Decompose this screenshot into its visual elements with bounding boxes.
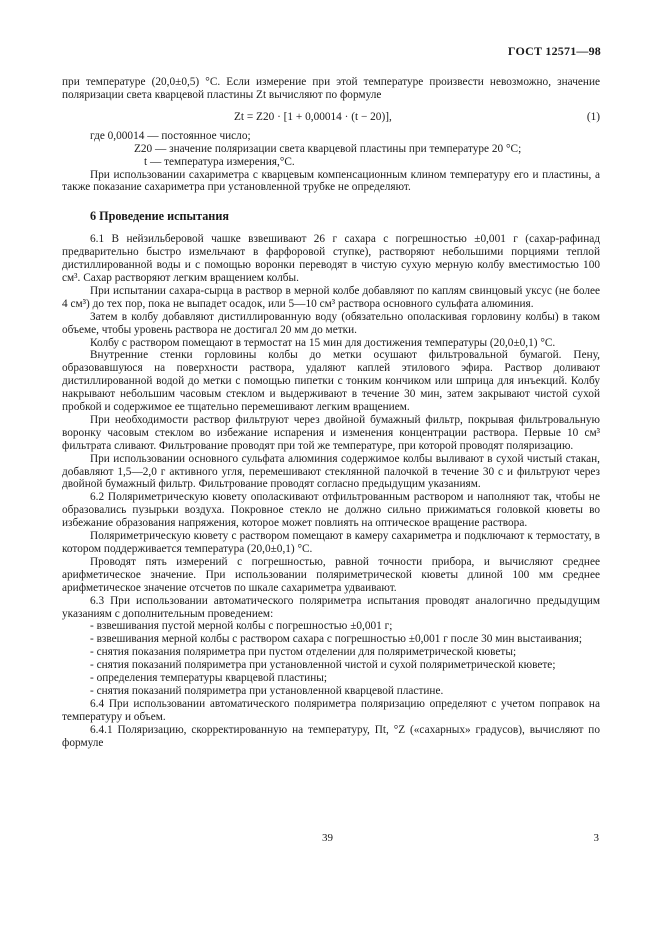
paragraph-five-measurements: Проводят пять измерений с погрешностью, равной точности прибора, и вычисляют среднее арифметическое значение. При использовании поляриметрической кюветы длиной 100 мм среднее арифметическое значение отсчетов по шкале сахариметра удваивают. xyxy=(62,555,600,594)
formula-1 xyxy=(62,109,600,126)
paragraph-6-3: 6.3 При использовании автоматического поляриметра испытания проводят аналогично предыдущим указаниям с дополнительным проведением: xyxy=(62,594,600,620)
list-item: - определения температуры кварцевой пластины; xyxy=(90,672,327,685)
paragraph-aluminium-sulfate: При использовании основного сульфата алюминия содержимое колбы выливают в сухой чистый стакан, добавляют 1,5—2,0 г активного угля, перемешивают стеклянной палочкой в течение 30 с и фильтруют через двойной бумажный фильтр. Фильтрование проводят согласно предыдущим указаниям. xyxy=(62,452,600,491)
paragraph-filtration: При необходимости раствор фильтруют через двойной бумажный фильтр, покрывая фильтровальную воронку часовым стеклом во избежание испарения и изменения концентрации раствора. Первые 10 см³ фильтрата сливают. Фильтрование проводят при той же температуре, при которой проводят поляризацию. xyxy=(62,413,600,452)
formula-definitions xyxy=(90,130,600,169)
paragraph-cuvette-chamber: Поляриметрическую кювету с раствором помещают в камеру сахариметра и подключают к термостату, в котором поддерживается температура (20,0±0,1) °С. xyxy=(62,530,600,555)
paragraph-raw-sugar: При испытании сахара-сырца в раствор в мерной колбе добавляют по каплям свинцовый уксус (не более 4 см³) до тех пор, пока не выпадет осадок, или 5—10 см³ раствора основного сульфата алюминия. xyxy=(62,284,600,310)
page-number-center: 39 xyxy=(322,832,333,844)
list-item: - снятия показаний поляриметра при установленной чистой и сухой поляриметрической кювете; xyxy=(90,659,556,672)
standard-header: ГОСТ 12571—98 xyxy=(507,44,601,58)
paragraph-6-2: 6.2 Поляриметрическую кювету ополаскивают отфильтрованным раствором и наполняют так, чтобы не образовались пузырьки воздуха. Покровное стекло не должно сильно прижиматься головкой кюветы во избежание образования напряжения, которое может повлиять на оптическое вращение раствора. xyxy=(62,491,600,530)
section-title: 6 Проведение испытания xyxy=(90,209,229,224)
paragraph-temperature-note: при температуре (20,0±0,5) °С. Если измерение при этой температуре произвести невозможно, значение поляризации света кварцевой пластины Zt вычисляют по формуле xyxy=(62,76,600,101)
definition-z20: Z20 — значение поляризации света кварцевой пластины при температуре 20 °С; xyxy=(134,142,522,155)
page-content xyxy=(62,76,600,750)
paragraph-6-4-1: 6.4.1 Поляризацию, скорректированную на температуру, Пt, °Z («сахарных» градусов), вычисляют по формуле xyxy=(62,723,600,749)
definition-t: t — температура измерения,°С. xyxy=(144,155,295,168)
list-item: - снятия показания поляриметра при пустом отделении для поляриметрической кюветы; xyxy=(90,646,517,659)
paragraph-6-4: 6.4 При использовании автоматического поляриметра поляризацию определяют с учетом поправок на температуру и объем. xyxy=(62,697,600,723)
list-item: - взвешивания пустой мерной колбы с погрешностью ±0,001 г; xyxy=(90,620,393,633)
list-item: - снятия показаний поляриметра при установленной кварцевой пластине. xyxy=(90,684,444,697)
formula-1-expression: Zt = Z20 · [1 + 0,00014 · (t − 20)], xyxy=(234,110,392,123)
paragraph-quartz-wedge: При использовании сахариметра с кварцевым компенсационным клином температуру его и пластины, а также показание сахариметра при установленной трубке не определяют. xyxy=(62,168,600,194)
list-item: - взвешивания мерной колбы с раствором сахара с погрешностью ±0,001 г после 30 мин выстаивания; xyxy=(90,633,583,646)
paragraph-6-1: 6.1 В нейзильберовой чашке взвешивают 26 г сахара с погрешностью ±0,001 г (сахар-рафинад предварительно быстро измельчают в фарфоровой ступке), растворяют небольшими порциями теплой дистиллированной воды и с помощью воронки переводят в чистую сухую мерную колбу вместимостью 100 см³. Сахар растворяют легким вращением колбы. xyxy=(62,233,600,284)
paragraph-neck-walls: Внутренние стенки горловины колбы до метки осушают фильтровальной бумагой. Пену, образовавшуюся на поверхности раствора, удаляют каплей этилового эфира. Раствор доливают дистиллированной водой до метки с помощью пипетки с тонким кончиком или шприца для инъекций. Колбу накрывают небольшим часовым стеклом и выдерживают в течение 30 мин, затем закрывают чистой сухой пробкой и содержимое ее тщательно перемешивают легким вращением. xyxy=(62,349,600,414)
paragraph-thermostat: Колбу с раствором помещают в термостат на 15 мин для достижения температуры (20,0±0,1) °С. xyxy=(90,336,556,349)
paragraph-add-water: Затем в колбу добавляют дистиллированную воду (обязательно ополаскивая горловину колбы) в таком объеме, чтобы уровень раствора не достигал 20 мм до метки. xyxy=(62,310,600,336)
formula-1-number: (1) xyxy=(586,110,600,123)
page-number-right: 3 xyxy=(593,832,599,844)
definition-constant: где 0,00014 — постоянное число; xyxy=(90,129,251,142)
